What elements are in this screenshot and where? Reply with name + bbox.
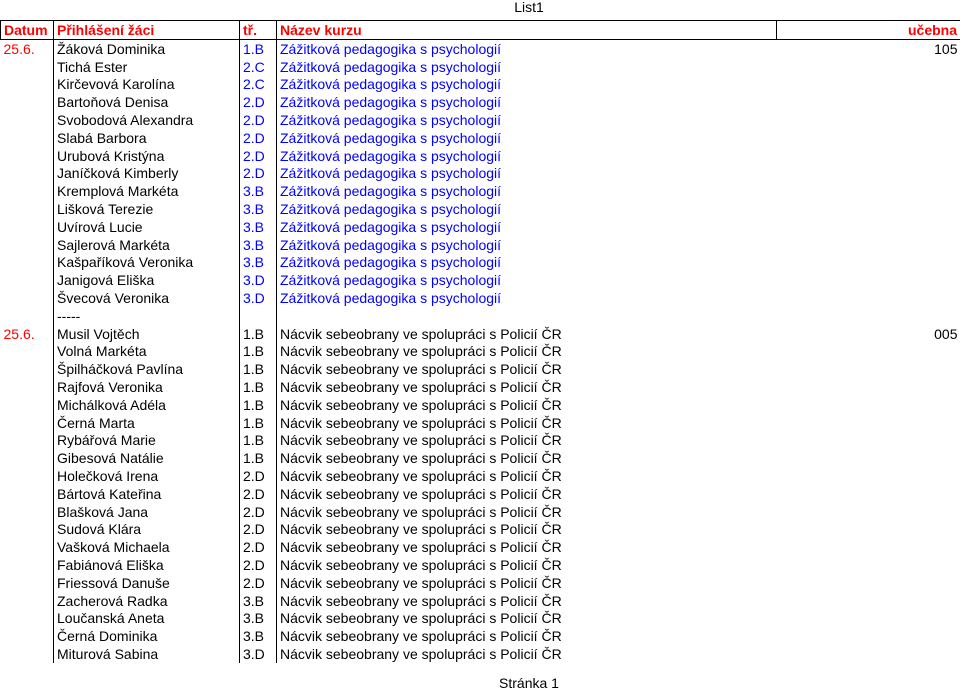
row-name: Gibesová Natálie xyxy=(54,449,240,467)
row-course: Zážitková pedagogika s psychologií xyxy=(277,93,777,111)
table-row xyxy=(1,574,960,592)
row-date xyxy=(1,218,54,236)
row-date xyxy=(1,396,54,414)
row-date xyxy=(1,165,54,183)
table-row xyxy=(1,627,960,645)
row-class: 3.B xyxy=(240,218,277,236)
row-date xyxy=(1,467,54,485)
row-class: 3.B xyxy=(240,627,277,645)
row-room: 005 xyxy=(777,325,960,343)
row-room xyxy=(777,521,960,539)
row-date xyxy=(1,627,54,645)
row-name: Kremplová Markéta xyxy=(54,182,240,200)
row-name: Černá Marta xyxy=(54,414,240,432)
row-course: Nácvik sebeobrany ve spolupráci s Policií ČR xyxy=(277,378,777,396)
row-name: Fabiánová Eliška xyxy=(54,556,240,574)
row-room xyxy=(777,627,960,645)
row-name: Loučanská Aneta xyxy=(54,610,240,628)
row-name: Zacherová Radka xyxy=(54,592,240,610)
table-row xyxy=(1,485,960,503)
row-date xyxy=(1,343,54,361)
row-course: Nácvik sebeobrany ve spolupráci s Policií ČR xyxy=(277,414,777,432)
row-name: Kirčevová Karolína xyxy=(54,76,240,94)
row-room xyxy=(777,200,960,218)
row-date xyxy=(1,610,54,628)
table-row xyxy=(1,521,960,539)
row-course: Nácvik sebeobrany ve spolupráci s Policií ČR xyxy=(277,645,777,663)
row-room xyxy=(777,538,960,556)
row-course: Nácvik sebeobrany ve spolupráci s Policií ČR xyxy=(277,627,777,645)
row-room xyxy=(777,574,960,592)
row-room xyxy=(777,556,960,574)
table-row xyxy=(1,236,960,254)
row-room: 105 xyxy=(777,40,960,58)
row-course: Nácvik sebeobrany ve spolupráci s Policií ČR xyxy=(277,432,777,450)
table-row xyxy=(1,218,960,236)
row-room xyxy=(777,182,960,200)
row-course: Zážitková pedagogika s psychologií xyxy=(277,236,777,254)
row-room xyxy=(777,432,960,450)
row-name: Musil Vojtěch xyxy=(54,325,240,343)
row-class: 2.C xyxy=(240,76,277,94)
row-room xyxy=(777,165,960,183)
table-row xyxy=(1,289,960,307)
row-class: 3.B xyxy=(240,254,277,272)
header-datum: Datum xyxy=(1,21,54,40)
row-course: Nácvik sebeobrany ve spolupráci s Policií ČR xyxy=(277,538,777,556)
row-name: Blašková Jana xyxy=(54,503,240,521)
row-name: Rajfová Veronika xyxy=(54,378,240,396)
row-name: Bártová Kateřina xyxy=(54,485,240,503)
row-date xyxy=(1,129,54,147)
row-date xyxy=(1,200,54,218)
row-course: Zážitková pedagogika s psychologií xyxy=(277,40,777,58)
row-date xyxy=(1,254,54,272)
table-row xyxy=(1,449,960,467)
table-row xyxy=(1,610,960,628)
row-date xyxy=(1,538,54,556)
row-name: Janigová Eliška xyxy=(54,271,240,289)
row-course: Zážitková pedagogika s psychologií xyxy=(277,182,777,200)
row-room xyxy=(777,236,960,254)
table-row xyxy=(1,414,960,432)
row-room xyxy=(777,129,960,147)
row-name: Žáková Dominika xyxy=(54,40,240,58)
table-row xyxy=(1,111,960,129)
row-date xyxy=(1,307,54,325)
row-name: Michálková Adéla xyxy=(54,396,240,414)
table-row xyxy=(1,645,960,663)
row-name: Sajlerová Markéta xyxy=(54,236,240,254)
row-room xyxy=(777,307,960,325)
row-name: Friessová Danuše xyxy=(54,574,240,592)
row-class: 2.D xyxy=(240,165,277,183)
row-course: Zážitková pedagogika s psychologií xyxy=(277,111,777,129)
row-name: Holečková Irena xyxy=(54,467,240,485)
header-row xyxy=(1,21,960,40)
table-row xyxy=(1,556,960,574)
row-class: 3.B xyxy=(240,610,277,628)
table-row xyxy=(1,147,960,165)
row-course: Nácvik sebeobrany ve spolupráci s Policií ČR xyxy=(277,521,777,539)
row-date xyxy=(1,147,54,165)
row-room xyxy=(777,378,960,396)
row-name: Vašková Michaela xyxy=(54,538,240,556)
row-name: Bartoňová Denisa xyxy=(54,93,240,111)
row-date xyxy=(1,289,54,307)
row-date xyxy=(1,432,54,450)
row-class: 3.B xyxy=(240,236,277,254)
row-date: 25.6. xyxy=(1,40,54,58)
row-name: Janíčková Kimberly xyxy=(54,165,240,183)
page-footer: Stránka 1 xyxy=(0,676,960,690)
row-course: Nácvik sebeobrany ve spolupráci s Policií ČR xyxy=(277,485,777,503)
row-course: Zážitková pedagogika s psychologií xyxy=(277,147,777,165)
table-row xyxy=(1,396,960,414)
table-row xyxy=(1,165,960,183)
row-date xyxy=(1,574,54,592)
sheet-title: List1 xyxy=(0,0,960,14)
row-name: Uvírová Lucie xyxy=(54,218,240,236)
row-class: 2.D xyxy=(240,111,277,129)
row-class: 2.C xyxy=(240,58,277,76)
row-room xyxy=(777,147,960,165)
table-row xyxy=(1,182,960,200)
row-course: Nácvik sebeobrany ve spolupráci s Policií ČR xyxy=(277,556,777,574)
row-class: 2.D xyxy=(240,467,277,485)
row-date xyxy=(1,360,54,378)
row-course: Zážitková pedagogika s psychologií xyxy=(277,58,777,76)
row-class: 2.D xyxy=(240,147,277,165)
row-name: Slabá Barbora xyxy=(54,129,240,147)
row-room xyxy=(777,289,960,307)
row-date xyxy=(1,503,54,521)
row-class: 3.B xyxy=(240,592,277,610)
row-date xyxy=(1,58,54,76)
row-course: Nácvik sebeobrany ve spolupráci s Policií ČR xyxy=(277,396,777,414)
row-date xyxy=(1,556,54,574)
table-row xyxy=(1,93,960,111)
table-row xyxy=(1,271,960,289)
row-class: 2.D xyxy=(240,556,277,574)
row-date xyxy=(1,414,54,432)
row-room xyxy=(777,360,960,378)
table-row xyxy=(1,467,960,485)
row-course: Zážitková pedagogika s psychologií xyxy=(277,289,777,307)
header-name: Přihlášení žáci xyxy=(54,21,240,40)
row-class: 3.B xyxy=(240,200,277,218)
row-course: Zážitková pedagogika s psychologií xyxy=(277,218,777,236)
row-course: Nácvik sebeobrany ve spolupráci s Policií ČR xyxy=(277,325,777,343)
header-course: Název kurzu xyxy=(277,21,777,40)
row-room xyxy=(777,254,960,272)
row-class: 2.D xyxy=(240,503,277,521)
row-class: 1.B xyxy=(240,360,277,378)
row-name: Špilháčková Pavlína xyxy=(54,360,240,378)
header-class: tř. xyxy=(240,21,277,40)
row-class: 1.B xyxy=(240,449,277,467)
table-row xyxy=(1,378,960,396)
row-course: Zážitková pedagogika s psychologií xyxy=(277,129,777,147)
table-row xyxy=(1,360,960,378)
header-room: učebna xyxy=(777,21,960,40)
row-class: 2.D xyxy=(240,129,277,147)
row-date xyxy=(1,271,54,289)
table-row xyxy=(1,343,960,361)
row-name: Volná Markéta xyxy=(54,343,240,361)
row-course: Zážitková pedagogika s psychologií xyxy=(277,254,777,272)
row-room xyxy=(777,449,960,467)
row-course: Zážitková pedagogika s psychologií xyxy=(277,76,777,94)
row-class: 3.D xyxy=(240,271,277,289)
row-date xyxy=(1,76,54,94)
table-row xyxy=(1,538,960,556)
row-room xyxy=(777,218,960,236)
row-room xyxy=(777,58,960,76)
row-class: 2.D xyxy=(240,538,277,556)
row-course: Zážitková pedagogika s psychologií xyxy=(277,165,777,183)
row-name: Švecová Veronika xyxy=(54,289,240,307)
row-course: Nácvik sebeobrany ve spolupráci s Policií ČR xyxy=(277,343,777,361)
row-class: 1.B xyxy=(240,325,277,343)
row-course: Nácvik sebeobrany ve spolupráci s Policií ČR xyxy=(277,467,777,485)
row-class: 1.B xyxy=(240,414,277,432)
row-name: Rybářová Marie xyxy=(54,432,240,450)
table-row xyxy=(1,40,960,58)
registration-table xyxy=(0,20,960,663)
row-room xyxy=(777,271,960,289)
table-row xyxy=(1,325,960,343)
table-row xyxy=(1,432,960,450)
row-date xyxy=(1,592,54,610)
row-course xyxy=(277,307,777,325)
row-course: Nácvik sebeobrany ve spolupráci s Policií ČR xyxy=(277,449,777,467)
row-date xyxy=(1,521,54,539)
row-name: Urubová Kristýna xyxy=(54,147,240,165)
row-class: 3.D xyxy=(240,645,277,663)
row-room xyxy=(777,592,960,610)
row-date: 25.6. xyxy=(1,325,54,343)
row-class: 1.B xyxy=(240,432,277,450)
row-name: Černá Dominika xyxy=(54,627,240,645)
table-row xyxy=(1,503,960,521)
table-row xyxy=(1,129,960,147)
row-name: Svobodová Alexandra xyxy=(54,111,240,129)
row-name: Lišková Terezie xyxy=(54,200,240,218)
row-room xyxy=(777,343,960,361)
row-class: 1.B xyxy=(240,40,277,58)
row-name: Tichá Ester xyxy=(54,58,240,76)
row-name: ----- xyxy=(54,307,240,325)
row-date xyxy=(1,378,54,396)
row-room xyxy=(777,645,960,663)
row-room xyxy=(777,111,960,129)
row-class: 3.B xyxy=(240,182,277,200)
row-date xyxy=(1,93,54,111)
row-course: Nácvik sebeobrany ve spolupráci s Policií ČR xyxy=(277,592,777,610)
row-room xyxy=(777,76,960,94)
row-course: Nácvik sebeobrany ve spolupráci s Policií ČR xyxy=(277,360,777,378)
row-class: 2.D xyxy=(240,485,277,503)
table-row xyxy=(1,76,960,94)
table-row xyxy=(1,58,960,76)
row-room xyxy=(777,414,960,432)
row-class xyxy=(240,307,277,325)
row-course: Zážitková pedagogika s psychologií xyxy=(277,200,777,218)
row-room xyxy=(777,467,960,485)
table-row xyxy=(1,592,960,610)
table-body xyxy=(1,40,960,663)
row-date xyxy=(1,111,54,129)
row-room xyxy=(777,396,960,414)
row-date xyxy=(1,449,54,467)
row-name: Kašpaříková Veronika xyxy=(54,254,240,272)
row-name: Miturová Sabina xyxy=(54,645,240,663)
row-room xyxy=(777,485,960,503)
row-name: Sudová Klára xyxy=(54,521,240,539)
row-date xyxy=(1,182,54,200)
row-room xyxy=(777,93,960,111)
row-course: Nácvik sebeobrany ve spolupráci s Policií ČR xyxy=(277,503,777,521)
row-date xyxy=(1,236,54,254)
row-class: 3.D xyxy=(240,289,277,307)
row-class: 1.B xyxy=(240,378,277,396)
row-date xyxy=(1,485,54,503)
row-class: 1.B xyxy=(240,396,277,414)
table-row xyxy=(1,254,960,272)
row-course: Nácvik sebeobrany ve spolupráci s Policií ČR xyxy=(277,574,777,592)
table-row xyxy=(1,307,960,325)
row-class: 2.D xyxy=(240,521,277,539)
row-class: 1.B xyxy=(240,343,277,361)
row-course: Nácvik sebeobrany ve spolupráci s Policií ČR xyxy=(277,610,777,628)
row-room xyxy=(777,503,960,521)
row-room xyxy=(777,610,960,628)
table-row xyxy=(1,200,960,218)
row-date xyxy=(1,645,54,663)
row-class: 2.D xyxy=(240,93,277,111)
row-course: Zážitková pedagogika s psychologií xyxy=(277,271,777,289)
row-class: 2.D xyxy=(240,574,277,592)
